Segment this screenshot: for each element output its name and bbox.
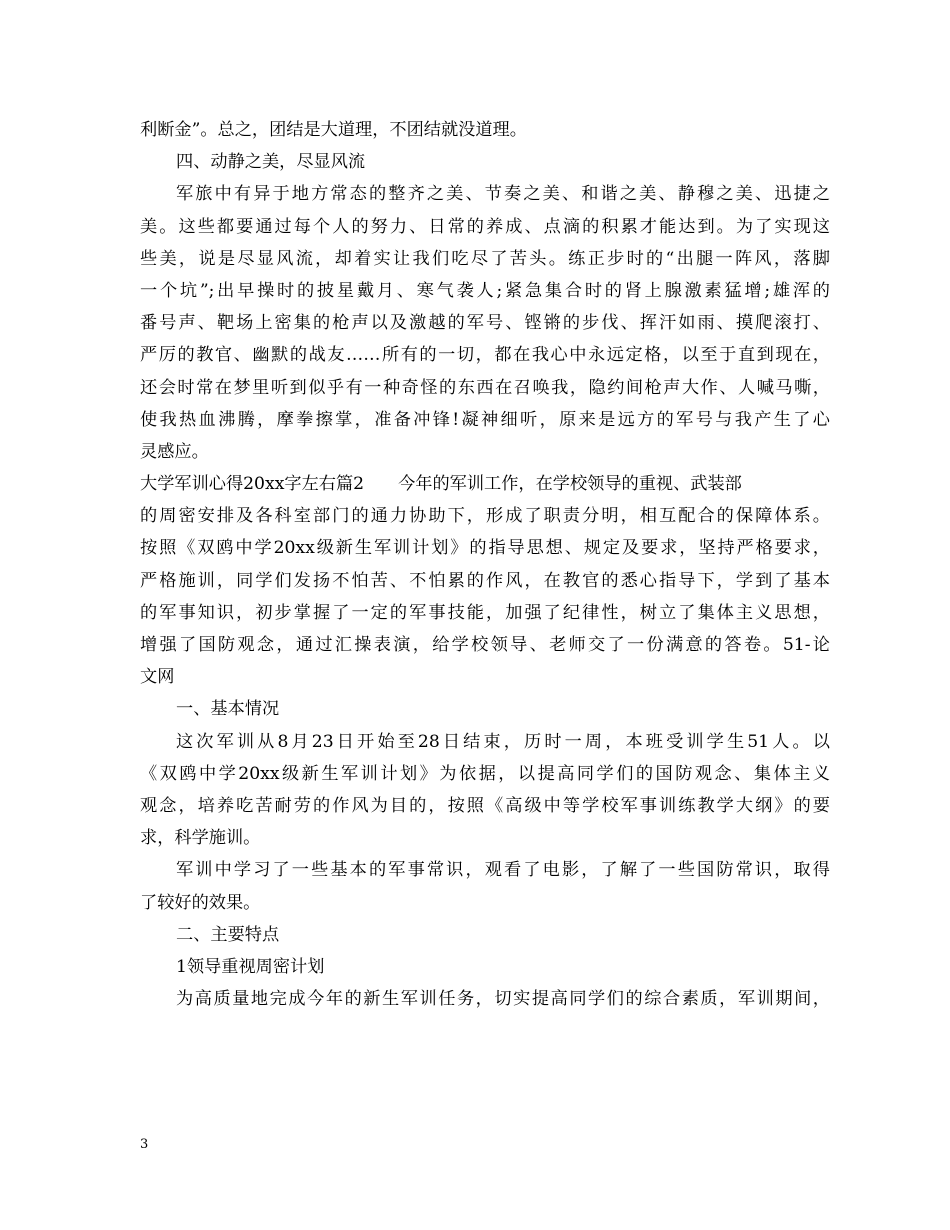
text-line: 1领导重视周密计划 (176, 956, 325, 977)
text-line: 文网 (140, 667, 175, 688)
text-line: 灵感应。 (140, 441, 209, 462)
text-line: 按照《双鸥中学20xx级新生军训计划》的指导思想、规定及要求，坚持严格要求， (140, 538, 830, 559)
text-line: 严厉的教官、幽默的战友……所有的一切，都在我心中永远定格，以至于直到现在， (140, 345, 830, 366)
text-line: 的周密安排及各科室部门的通力协助下，形成了职责分明，相互配合的保障体系。 (140, 506, 830, 527)
section-heading-line (140, 468, 830, 500)
text-line: 求，科学施训。 (140, 828, 261, 849)
text-line: 还会时常在梦里听到似乎有一种奇怪的东西在召唤我，隐约间枪声大作、人喊马嘶， (140, 377, 830, 398)
text-line: 二、主要特点 (176, 924, 280, 945)
text-line: 观念，培养吃苦耐劳的作风为目的，按照《高级中等学校军事训练教学大纲》的要 (140, 795, 830, 816)
text-line: 些美，说是尽显风流，却着实让我们吃尽了苦头。练正步时的“出腿一阵风，落脚 (140, 248, 830, 269)
text-line: 为高质量地完成今年的新生军训任务，切实提高同学们的综合素质，军训期间， (176, 989, 830, 1010)
text-line: 的军事知识，初步掌握了一定的军事技能，加强了纪律性，树立了集体主义思想， (140, 602, 830, 623)
text-line: 《双鸥中学20xx级新生军训计划》为依据，以提高同学们的国防观念、集体主义 (140, 763, 830, 784)
section-heading-title: 大学军训心得20xx字左右篇2 (140, 474, 365, 495)
text-line: 四、动静之美，尽显风流 (176, 152, 366, 173)
text-line: 一个坑”;出早操时的披星戴月、寒气袭人;紧急集合时的肾上腺激素猛增;雄浑的 (140, 280, 830, 301)
text-line: 利断金”。总之，团结是大道理，不团结就没道理。 (140, 120, 527, 140)
text-line: 了较好的效果。 (140, 892, 261, 913)
text-line: 一、基本情况 (176, 699, 280, 720)
text-line: 使我热血沸腾，摩拳擦掌，准备冲锋!凝神细听，原来是远方的军号与我产生了心 (140, 409, 830, 430)
section-heading-lead-text: 今年的军训工作，在学校领导的重视、武装部 (398, 474, 742, 495)
document-body (140, 114, 830, 1015)
text-line: 严格施训，同学们发扬不怕苦、不怕累的作风，在教官的悉心指导下，学到了基本 (140, 570, 830, 591)
text-line: 美。这些都要通过每个人的努力、日常的养成、点滴的积累才能达到。为了实现这 (140, 216, 830, 237)
paragraph-block-after-heading (140, 500, 830, 1015)
text-line: 增强了国防观念，通过汇操表演，给学校领导、老师交了一份满意的答卷。51-论 (140, 635, 830, 655)
text-line: 军训中学习了一些基本的军事常识，观看了电影，了解了一些国防常识，取得 (176, 860, 830, 881)
paragraph-block-before-heading (140, 114, 830, 468)
text-line: 军旅中有异于地方常态的整齐之美、节奏之美、和谐之美、静穆之美、迅捷之 (176, 184, 830, 205)
text-line: 这次军训从8月23日开始至28日结束，历时一周，本班受训学生51人。以 (176, 731, 830, 752)
text-line: 番号声、靶场上密集的枪声以及激越的军号、铿锵的步伐、挥汗如雨、摸爬滚打、 (140, 313, 830, 334)
page-number: 3 (140, 1137, 149, 1152)
